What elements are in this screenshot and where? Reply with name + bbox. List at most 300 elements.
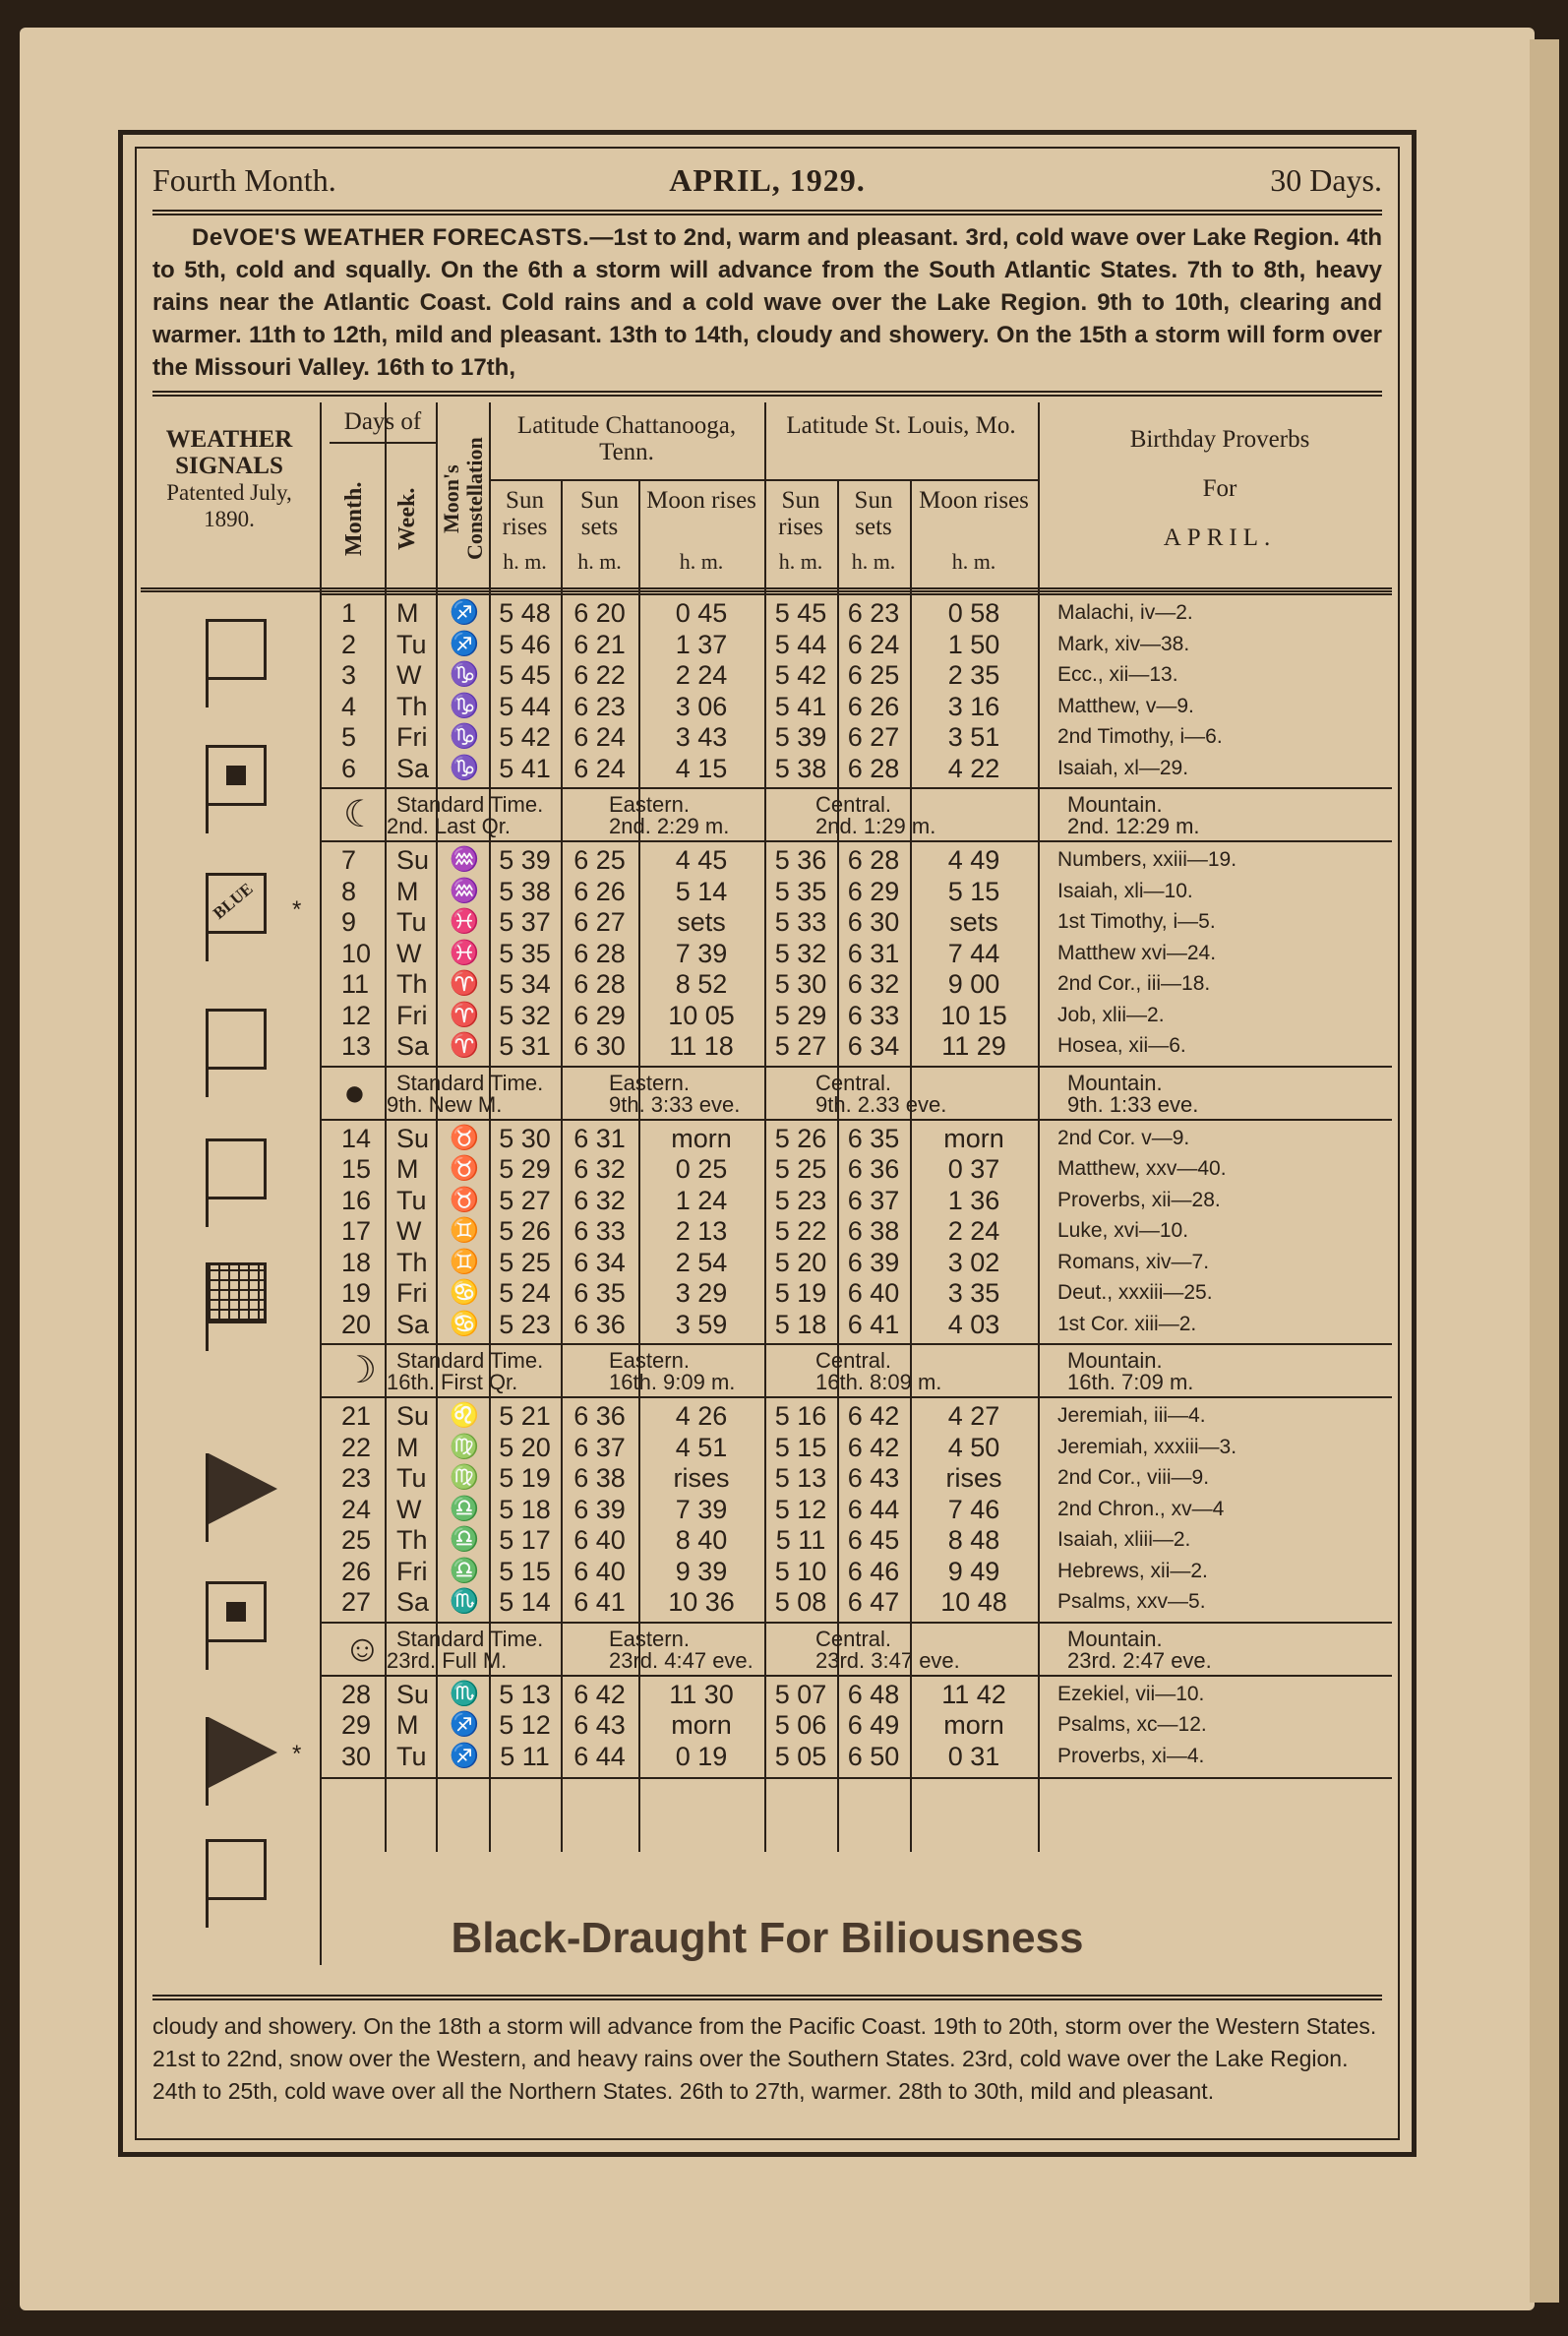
mountain-label: Mountain. [1067, 1348, 1163, 1373]
grid-flag [206, 1262, 267, 1323]
birthday-proverb: Numbers, xxiii—19. [1057, 848, 1237, 871]
time-value: 11 18 [669, 1031, 734, 1061]
birthday-proverb: Hebrews, xii—2. [1057, 1559, 1208, 1582]
time-value: 5 24 [499, 1278, 551, 1308]
time-value: 3 35 [947, 1278, 1000, 1308]
day-of-week: Sa [396, 1587, 430, 1617]
time-column-label: Sun rises [778, 487, 823, 540]
time-value: 6 36 [573, 1401, 626, 1431]
center-flag [206, 1581, 267, 1642]
time-value: 6 42 [847, 1401, 900, 1431]
time-value: 6 30 [847, 907, 900, 937]
triangle-flag [209, 1453, 277, 1524]
birthday-proverb: 2nd Timothy, i—6. [1057, 725, 1223, 748]
day-of-week: Fri [396, 1000, 428, 1030]
day-of-month: 1 [341, 598, 357, 628]
time-value: 6 48 [847, 1679, 900, 1709]
time-value: 6 50 [847, 1741, 900, 1771]
time-value: 5 35 [774, 876, 827, 906]
time-value: 5 38 [499, 876, 551, 906]
constellation-icon: ♉ [450, 1187, 479, 1213]
time-value: 8 40 [675, 1525, 728, 1555]
day-of-week: M [396, 876, 419, 906]
day-of-week: Tu [396, 1185, 427, 1215]
time-value: 5 11 [775, 1525, 826, 1555]
constellation-icon: ♒ [450, 847, 479, 873]
time-value: 3 02 [947, 1247, 1000, 1277]
time-value: 4 15 [675, 753, 728, 783]
constellation-icon: ♉ [450, 1125, 479, 1151]
time-value: morn [943, 1123, 1004, 1153]
time-value: 9 49 [947, 1556, 1000, 1586]
time-value: 5 29 [499, 1154, 551, 1184]
time-value: 5 34 [499, 969, 551, 999]
constellation-icon: ♋ [450, 1311, 479, 1337]
time-value: 5 25 [499, 1247, 551, 1277]
birthday-proverb: Isaiah, xliii—2. [1057, 1528, 1191, 1551]
time-value: 5 08 [774, 1587, 827, 1617]
days-of-label: Days of [343, 408, 422, 435]
header-bottom-rule [141, 587, 1392, 592]
day-of-month: 29 [341, 1710, 372, 1740]
time-value: 2 35 [947, 660, 1000, 690]
constellation-icon: ♎ [450, 1496, 479, 1522]
time-value: 6 21 [573, 629, 626, 659]
constellation-icon: ♐ [450, 1743, 479, 1769]
week-column-label: Week. [394, 487, 420, 550]
time-value: 5 18 [499, 1494, 551, 1524]
time-value: 5 13 [499, 1679, 551, 1709]
time-value: 4 26 [675, 1401, 728, 1431]
hours-minutes-label: h. m. [951, 549, 996, 574]
month-title: APRIL, 1929. [669, 162, 866, 198]
time-value: 0 25 [675, 1154, 728, 1184]
time-value: 5 32 [774, 938, 827, 968]
time-value: 6 39 [573, 1494, 626, 1524]
time-value: 4 27 [947, 1401, 1000, 1431]
birthday-proverb: Romans, xiv—7. [1057, 1250, 1210, 1273]
constellation-icon: ♈ [450, 971, 479, 997]
time-value: 6 30 [573, 1031, 626, 1061]
birthday-proverb: Mark, xiv—38. [1057, 632, 1190, 655]
time-value: 6 20 [573, 598, 626, 628]
time-value: 4 45 [675, 845, 728, 875]
time-value: 6 34 [573, 1247, 626, 1277]
triangle-flag [209, 1717, 277, 1788]
day-of-month: 18 [341, 1247, 372, 1277]
day-of-month: 10 [341, 938, 372, 968]
birthday-proverb: Jeremiah, xxxiii—3. [1057, 1435, 1237, 1458]
time-value: 6 31 [573, 1123, 626, 1153]
day-of-week: W [396, 1494, 422, 1524]
time-value: 5 27 [774, 1031, 827, 1061]
hours-minutes-label: h. m. [851, 549, 896, 574]
time-value: 5 44 [499, 691, 551, 721]
day-of-month: 23 [341, 1463, 372, 1493]
time-value: 3 51 [947, 722, 1000, 752]
birthday-proverb: Luke, xvi—10. [1057, 1219, 1189, 1242]
time-value: 1 36 [947, 1185, 1000, 1215]
birthday-proverb: 1st Timothy, i—5. [1057, 910, 1216, 933]
day-of-week: Fri [396, 1556, 428, 1586]
central-time: 2nd. 1:29 m. [815, 814, 936, 838]
time-value: 6 28 [573, 938, 626, 968]
time-value: 7 39 [675, 938, 728, 968]
time-value: morn [671, 1123, 732, 1153]
white-flag [206, 1009, 267, 1070]
time-value: 6 24 [573, 722, 626, 752]
birthday-proverb: Hosea, xii—6. [1057, 1034, 1186, 1057]
time-value: 6 45 [847, 1525, 900, 1555]
advert: Black-Draught For Biliousness [451, 1914, 1084, 1962]
central-label: Central. [815, 1626, 892, 1651]
time-value: 5 33 [774, 907, 827, 937]
time-value: 6 36 [847, 1154, 900, 1184]
phase-rule [320, 1396, 1392, 1398]
time-value: 6 38 [573, 1463, 626, 1493]
forecast-paragraph [152, 221, 1382, 384]
constellation-icon: ♈ [450, 1033, 479, 1059]
phase-date-label: 23rd. Full M. [387, 1647, 508, 1673]
time-value: 10 05 [668, 1000, 735, 1030]
time-value: rises [945, 1463, 1002, 1493]
month-column-label: Month. [341, 481, 367, 556]
time-value: 6 23 [573, 691, 626, 721]
forecast-rule [152, 391, 1382, 397]
time-value: 5 10 [774, 1556, 827, 1586]
eastern-label: Eastern. [609, 792, 690, 817]
time-value: 5 26 [499, 1216, 551, 1246]
time-value: 10 15 [940, 1000, 1007, 1030]
birthday-proverb: 1st Cor. xiii—2. [1057, 1312, 1197, 1335]
time-value: 4 50 [947, 1432, 1000, 1462]
hours-minutes-label: h. m. [503, 549, 547, 574]
day-of-month: 6 [341, 753, 357, 783]
time-value: 5 14 [499, 1587, 551, 1617]
eastern-label: Eastern. [609, 1348, 690, 1373]
constellation-icon: ♏ [450, 1681, 479, 1707]
time-column-label: Moon rises [919, 487, 1029, 514]
eastern-label: Eastern. [609, 1070, 690, 1095]
birthday-proverb: 2nd Chron., xv—4 [1057, 1497, 1225, 1520]
day-of-month: 16 [341, 1185, 372, 1215]
weather-signals-label: WEATHER SIGNALS [165, 426, 293, 479]
constellation-column-label: Moon's Constellation [439, 437, 487, 561]
constellation-icon: ♐ [450, 631, 479, 657]
time-value: 5 48 [499, 598, 551, 628]
moon-phase-icon: ● [343, 1072, 366, 1114]
time-value: 1 37 [675, 629, 728, 659]
time-column-label: Sun sets [854, 487, 893, 540]
time-value: 6 34 [847, 1031, 900, 1061]
time-value: 6 24 [573, 753, 626, 783]
time-value: 5 25 [774, 1154, 827, 1184]
mountain-time: 9th. 1:33 eve. [1067, 1091, 1199, 1117]
constellation-icon: ♑ [450, 724, 479, 750]
time-value: 5 30 [774, 969, 827, 999]
latitude-rule [489, 479, 1038, 481]
time-column-label: Sun sets [580, 487, 619, 540]
moon-phase-icon: ☺ [343, 1628, 382, 1670]
time-value: 9 39 [675, 1556, 728, 1586]
time-value: morn [943, 1710, 1004, 1740]
day-of-week: Sa [396, 753, 430, 783]
eastern-time: 2nd. 2:29 m. [609, 814, 730, 838]
time-value: 5 16 [774, 1401, 827, 1431]
month-days: 30 Days. [1270, 162, 1382, 198]
day-of-month: 5 [341, 722, 357, 752]
time-value: 9 00 [947, 969, 1000, 999]
constellation-icon: ♒ [450, 878, 479, 904]
time-value: 5 44 [774, 629, 827, 659]
central-time: 9th. 2.33 eve. [815, 1091, 947, 1117]
center-flag [206, 745, 267, 806]
time-value: 6 27 [573, 907, 626, 937]
lower-forecast: cloudy and showery. On the 18th a storm will advance from the Pacific Coast. 19th to 20th, storm over the Western States. 21st to 22nd, snow over the Western, and heavy rains over the Southern States. 23rd, cold wave over the Lake Region. 24th to 25th, cold wave over all the Northern States. 26th to 27th, warmer. 28th to 30th, mild and pleasant. [152, 2013, 1377, 2104]
day-of-week: Th [396, 1247, 428, 1277]
time-value: 5 26 [774, 1123, 827, 1153]
moon-phase-icon: ☾ [343, 794, 378, 835]
forecast-heading: DeVOE'S WEATHER FORECASTS. [192, 224, 590, 251]
column-divider [320, 402, 322, 1965]
day-of-month: 9 [341, 907, 357, 937]
central-label: Central. [815, 792, 892, 817]
time-value: 4 49 [947, 845, 1000, 875]
birthday-proverb: Jeremiah, iii—4. [1057, 1404, 1206, 1427]
day-of-month: 25 [341, 1525, 372, 1555]
standard-time-label: Standard Time. [396, 1626, 544, 1651]
time-value: 5 19 [774, 1278, 827, 1308]
constellation-icon: ♐ [450, 600, 479, 626]
time-value: 6 43 [573, 1710, 626, 1740]
time-value: 4 03 [947, 1309, 1000, 1339]
time-value: 6 46 [847, 1556, 900, 1586]
time-value: 6 36 [573, 1309, 626, 1339]
central-label: Central. [815, 1348, 892, 1373]
day-of-week: M [396, 1710, 419, 1740]
white-flag [206, 1138, 267, 1199]
time-value: 6 35 [573, 1278, 626, 1308]
time-value: 4 22 [947, 753, 1000, 783]
birthday-proverb: Ezekiel, vii—10. [1057, 1682, 1205, 1705]
phase-band [322, 1623, 1392, 1674]
time-value: 5 07 [774, 1679, 827, 1709]
proverbs-title: Birthday Proverbs [1129, 426, 1310, 453]
time-value: 6 33 [573, 1216, 626, 1246]
birthday-proverb: 2nd Cor. v—9. [1057, 1126, 1190, 1149]
white-flag [206, 619, 267, 680]
time-value: 6 25 [847, 660, 900, 690]
constellation-icon: ♉ [450, 1156, 479, 1182]
time-value: 6 26 [847, 691, 900, 721]
day-of-week: Th [396, 691, 428, 721]
flag-center-square [226, 1602, 246, 1622]
time-value: 6 23 [847, 598, 900, 628]
time-value: 5 15 [774, 1432, 827, 1462]
blue-flag-label: BLUE [209, 879, 257, 923]
proverbs-for: For [1202, 475, 1237, 502]
day-of-month: 12 [341, 1000, 372, 1030]
day-of-month: 15 [341, 1154, 372, 1184]
phase-date-label: 16th. First Qr. [387, 1370, 518, 1394]
time-value: 6 28 [573, 969, 626, 999]
time-value: 5 15 [947, 876, 1000, 906]
birthday-proverb: Matthew xvi—24. [1057, 941, 1217, 964]
signal-star: * [292, 896, 302, 923]
time-value: 3 29 [675, 1278, 728, 1308]
standard-time-label: Standard Time. [396, 1070, 544, 1095]
time-value: 5 19 [499, 1463, 551, 1493]
time-column-label: Moon rises [646, 487, 756, 514]
time-value: 7 44 [947, 938, 1000, 968]
birthday-proverb: Malachi, iv—2. [1057, 601, 1193, 624]
mountain-label: Mountain. [1067, 1626, 1163, 1651]
phase-band [322, 1067, 1392, 1118]
time-value: 11 29 [941, 1031, 1006, 1061]
time-value: 6 32 [573, 1185, 626, 1215]
constellation-icon: ♊ [450, 1249, 479, 1275]
birthday-proverb: Isaiah, xli—10. [1057, 879, 1193, 902]
day-of-week: Su [396, 1123, 430, 1153]
moon-phase-icon: ☽ [343, 1350, 378, 1391]
day-of-week: M [396, 1154, 419, 1184]
time-value: 5 41 [774, 691, 827, 721]
blue-flag [206, 873, 267, 934]
birthday-proverb: Deut., xxxiii—25. [1057, 1281, 1213, 1304]
birthday-proverb: Isaiah, xl—29. [1057, 756, 1189, 779]
mountain-time: 23rd. 2:47 eve. [1067, 1647, 1212, 1673]
phase-rule [320, 1675, 1392, 1677]
constellation-icon: ♓ [450, 940, 479, 966]
constellation-icon: ♋ [450, 1280, 479, 1306]
time-value: 6 39 [847, 1247, 900, 1277]
time-value: rises [673, 1463, 730, 1493]
time-value: 5 17 [499, 1525, 551, 1555]
birthday-proverb: Proverbs, xii—28. [1057, 1188, 1221, 1211]
time-value: 6 44 [847, 1494, 900, 1524]
time-value: 5 20 [774, 1247, 827, 1277]
day-of-month: 14 [341, 1123, 372, 1153]
time-value: 6 49 [847, 1710, 900, 1740]
phase-band [322, 1344, 1392, 1395]
birthday-proverb: Psalms, xc—12. [1057, 1713, 1207, 1736]
day-of-month: 7 [341, 845, 357, 875]
time-value: 5 42 [499, 722, 551, 752]
proverbs-month: APRIL. [1163, 524, 1277, 551]
constellation-icon: ♎ [450, 1527, 479, 1553]
time-value: sets [677, 907, 726, 937]
time-value: 6 47 [847, 1587, 900, 1617]
time-value: 3 59 [675, 1309, 728, 1339]
time-value: 5 45 [774, 598, 827, 628]
time-value: 5 41 [499, 753, 551, 783]
time-value: 5 15 [499, 1556, 551, 1586]
standard-time-label: Standard Time. [396, 1348, 544, 1373]
day-of-week: M [396, 598, 419, 628]
time-value: 6 38 [847, 1216, 900, 1246]
time-value: 5 30 [499, 1123, 551, 1153]
constellation-icon: ♍ [450, 1434, 479, 1460]
constellation-icon: ♏ [450, 1589, 479, 1615]
day-of-month: 26 [341, 1556, 372, 1586]
birthday-proverb: 2nd Cor., viii—9. [1057, 1466, 1210, 1489]
time-value: 5 45 [499, 660, 551, 690]
phase-date-label: 2nd. Last Qr. [387, 814, 511, 838]
central-time: 16th. 8:09 m. [815, 1370, 942, 1394]
time-value: 5 23 [499, 1309, 551, 1339]
day-of-month: 17 [341, 1216, 372, 1246]
time-value: 5 37 [499, 907, 551, 937]
central-label: Central. [815, 1070, 892, 1095]
time-value: 2 54 [675, 1247, 728, 1277]
time-value: 6 27 [847, 722, 900, 752]
time-value: 5 20 [499, 1432, 551, 1462]
time-value: 6 33 [847, 1000, 900, 1030]
time-value: morn [671, 1710, 732, 1740]
mountain-label: Mountain. [1067, 792, 1163, 817]
header-rule [152, 210, 1382, 215]
time-value: 5 12 [499, 1710, 551, 1740]
phase-band [322, 788, 1392, 839]
time-value: 6 32 [573, 1154, 626, 1184]
month-ordinal: Fourth Month. [152, 162, 336, 198]
time-value: 5 39 [774, 722, 827, 752]
time-value: 5 35 [499, 938, 551, 968]
time-value: 0 37 [947, 1154, 1000, 1184]
time-value: 4 51 [675, 1432, 728, 1462]
time-value: 11 42 [941, 1679, 1006, 1709]
constellation-icon: ♈ [450, 1002, 479, 1028]
birthday-proverb: Matthew, xxv—40. [1057, 1157, 1227, 1180]
day-of-week: Tu [396, 907, 427, 937]
forecast-text: —1st to 2nd, warm and pleasant. 3rd, cold wave over Lake Region. 4th to 5th, cold and squally. On the 6th a storm will advance from the South Atlantic States. 7th to 8th, heavy rains near the Atlantic Coast. Cold rains and a cold wave over the Lake Region. 9th to 10th, clearing and warmer. 11th to 12th, mild and pleasant. 13th to 14th, cloudy and showery. On the 15th a storm will form over the Missouri Valley. 16th to 17th, [152, 224, 1382, 381]
time-value: 11 30 [669, 1679, 734, 1709]
day-of-month: 13 [341, 1031, 372, 1061]
birthday-proverb: Job, xlii—2. [1057, 1003, 1165, 1026]
time-value: 3 16 [947, 691, 1000, 721]
time-value: 6 41 [847, 1309, 900, 1339]
time-value: 5 13 [774, 1463, 827, 1493]
day-of-week: Su [396, 1679, 430, 1709]
time-value: sets [949, 907, 998, 937]
constellation-icon: ♑ [450, 662, 479, 688]
day-of-week: M [396, 1432, 419, 1462]
time-value: 6 32 [847, 969, 900, 999]
time-value: 5 23 [774, 1185, 827, 1215]
constellation-icon: ♓ [450, 909, 479, 935]
day-of-week: Tu [396, 629, 427, 659]
time-value: 6 37 [847, 1185, 900, 1215]
day-of-week: Su [396, 845, 430, 875]
time-value: 6 44 [573, 1741, 626, 1771]
time-value: 1 24 [675, 1185, 728, 1215]
time-value: 5 05 [774, 1741, 827, 1771]
time-value: 2 13 [675, 1216, 728, 1246]
row-top-rule [320, 593, 1392, 595]
time-value: 8 52 [675, 969, 728, 999]
hours-minutes-label: h. m. [679, 549, 724, 574]
day-of-month: 4 [341, 691, 357, 721]
time-value: 0 45 [675, 598, 728, 628]
birthday-proverb: 2nd Cor., iii—18. [1057, 972, 1211, 995]
constellation-icon: ♑ [450, 693, 479, 719]
time-value: 5 27 [499, 1185, 551, 1215]
month-header [152, 162, 1382, 202]
day-of-week: Th [396, 969, 428, 999]
time-value: 6 42 [847, 1432, 900, 1462]
time-value: 5 38 [774, 753, 827, 783]
mountain-time: 2nd. 12:29 m. [1067, 814, 1200, 838]
